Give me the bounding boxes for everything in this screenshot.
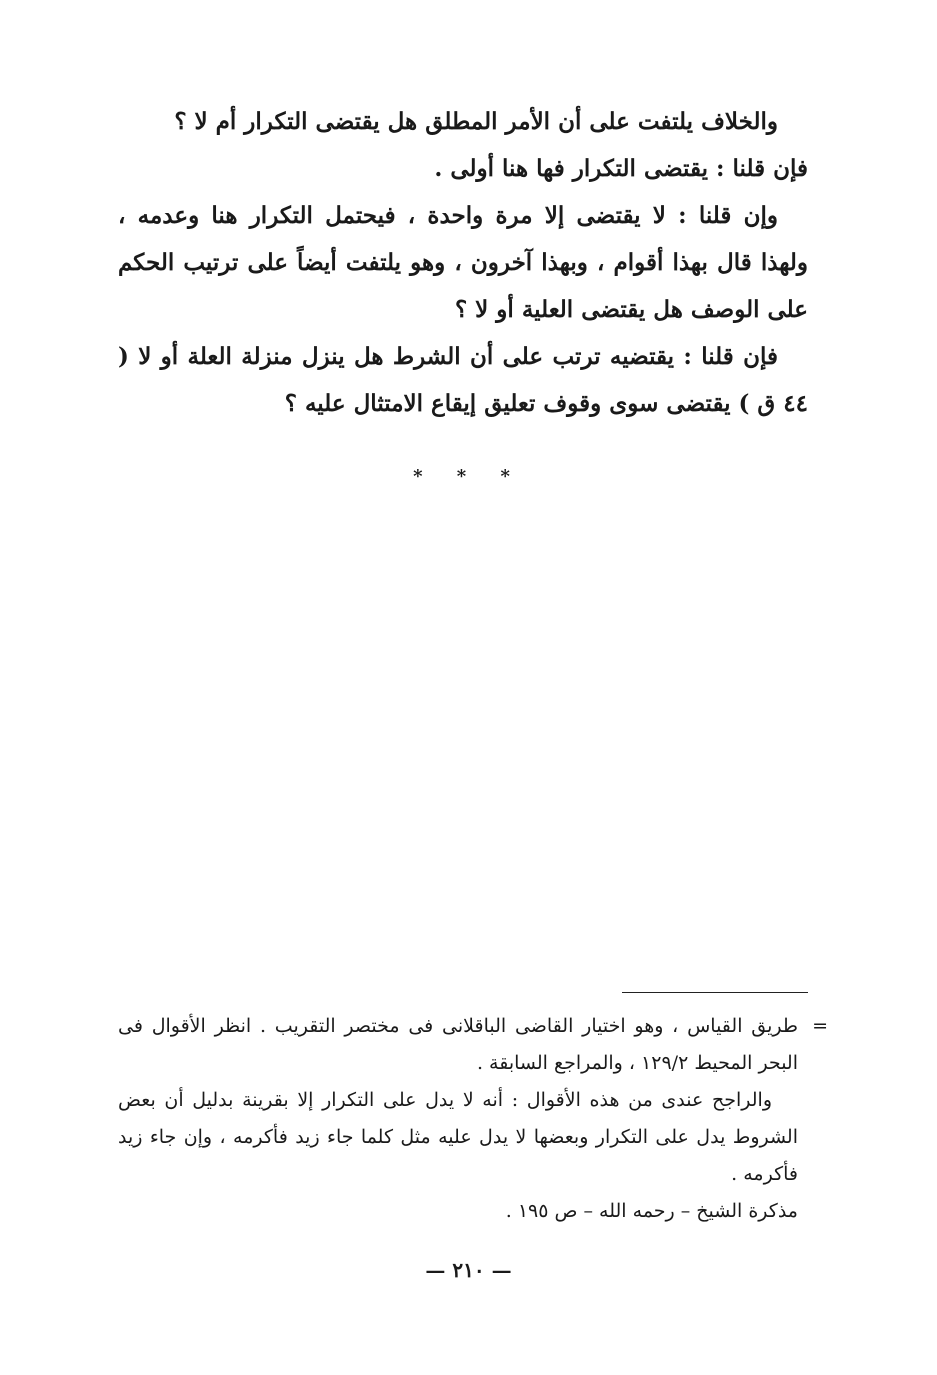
footnotes [118, 1008, 828, 1230]
paragraph-4: فإن قلنا : يقتضيه ترتب على أن الشرط هل ينزل منزلة العلة أو لا ( ٤٤ ق ) يقتضى سوى وقوف تعليق إيقاع الامتثال عليه ؟ [118, 343, 808, 417]
footnote-continuation-mark: = [812, 1015, 828, 1037]
paragraph-3: وإن قلنا : لا يقتضى إلا مرة واحدة ، فيحتمل التكرار هنا وعدمه ، ولهذا قال بهذا أقوام ، وبهذا آخرون ، وهو يلتفت أيضاً على ترتيب الحكم على الوصف هل يقتضى العلية أو لا ؟ [118, 202, 808, 323]
footnote-divider [622, 992, 808, 993]
footnote-paragraph-2: والراجح عندى من هذه الأقوال : أنه لا يدل على التكرار إلا بقرينة بدليل أن بعض الشروط يدل على التكرار وبعضها لا يدل عليه مثل كلما جاء زيد فأكرمه ، وإن جاء زيد فأكرمه . [118, 1089, 798, 1185]
paragraph-2: فإن قلنا : يقتضى التكرار فها هنا أولى . [434, 155, 808, 182]
footnote-paragraph-3: مذكرة الشيخ – رحمه الله – ص ١٩٥ . [505, 1200, 798, 1222]
page-number: — ٢١٠ — [425, 1258, 512, 1282]
footnote-paragraph-1 [118, 1008, 828, 1082]
main-text [118, 98, 808, 427]
footnote-paragraph-1-text: طريق القياس ، وهو اختيار القاضى الباقلانى فى مختصر التقريب . انظر الأقوال فى البحر المحيط ١٢٩/٢ ، والمراجع السابقة . [118, 1015, 798, 1074]
paragraph-1: والخلاف يلتفت على أن الأمر المطلق هل يقتضى التكرار أم لا ؟ [174, 108, 778, 135]
section-separator: * * * [413, 466, 524, 487]
